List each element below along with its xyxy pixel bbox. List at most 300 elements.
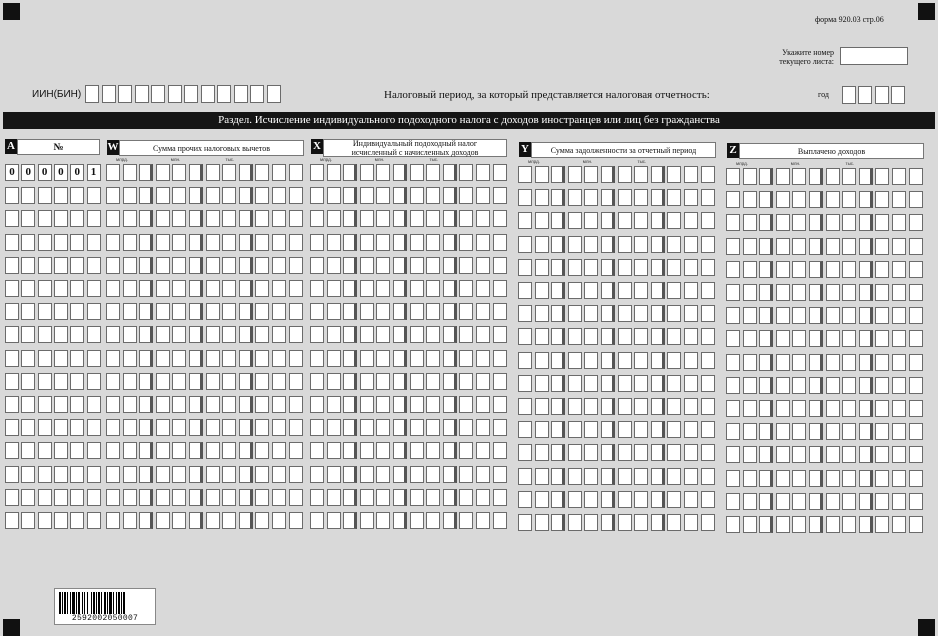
amount-cell-z[interactable] (759, 377, 773, 394)
amount-cell-w[interactable] (222, 303, 236, 320)
amount-cell-z[interactable] (842, 423, 856, 440)
amount-cell-y[interactable] (568, 491, 582, 508)
amount-cell-w[interactable] (222, 489, 236, 506)
amount-cell-y[interactable] (651, 328, 665, 345)
amount-cell-x[interactable] (476, 373, 490, 390)
amount-cell-w[interactable] (272, 280, 286, 297)
amount-cell-w[interactable] (289, 257, 303, 274)
amount-cell-z[interactable] (776, 470, 790, 487)
amount-cell-x[interactable] (476, 164, 490, 181)
row-number-cell[interactable] (5, 187, 19, 204)
amount-cell-w[interactable] (206, 326, 220, 343)
amount-cell-x[interactable] (476, 280, 490, 297)
amount-cell-w[interactable] (206, 419, 220, 436)
amount-cell-x[interactable] (410, 350, 424, 367)
amount-cell-y[interactable] (684, 514, 698, 531)
amount-cell-x[interactable] (426, 164, 440, 181)
amount-cell-w[interactable] (206, 257, 220, 274)
amount-cell-y[interactable] (618, 166, 632, 183)
row-number-cell[interactable] (21, 396, 35, 413)
row-number-cell[interactable] (5, 257, 19, 274)
amount-cell-y[interactable] (535, 236, 549, 253)
amount-cell-y[interactable] (634, 305, 648, 322)
amount-cell-z[interactable] (842, 284, 856, 301)
row-number-cell[interactable] (21, 280, 35, 297)
amount-cell-y[interactable] (667, 421, 681, 438)
amount-cell-w[interactable] (206, 234, 220, 251)
amount-cell-y[interactable] (584, 421, 598, 438)
amount-cell-w[interactable] (222, 187, 236, 204)
row-number-cell[interactable] (5, 210, 19, 227)
amount-cell-z[interactable] (776, 214, 790, 231)
amount-cell-x[interactable] (327, 234, 341, 251)
amount-cell-z[interactable] (792, 516, 806, 533)
amount-cell-w[interactable] (189, 303, 203, 320)
amount-cell-z[interactable] (759, 261, 773, 278)
amount-cell-w[interactable] (222, 234, 236, 251)
amount-cell-y[interactable] (584, 166, 598, 183)
amount-cell-z[interactable] (792, 284, 806, 301)
amount-cell-y[interactable] (634, 491, 648, 508)
amount-cell-w[interactable] (289, 350, 303, 367)
amount-cell-w[interactable] (139, 326, 153, 343)
iin-digit-cell[interactable] (201, 85, 215, 103)
amount-cell-y[interactable] (551, 421, 565, 438)
amount-cell-x[interactable] (410, 164, 424, 181)
amount-cell-y[interactable] (551, 328, 565, 345)
row-number-cell[interactable] (54, 187, 68, 204)
amount-cell-x[interactable] (459, 512, 473, 529)
amount-cell-z[interactable] (743, 261, 757, 278)
amount-cell-z[interactable] (776, 516, 790, 533)
amount-cell-w[interactable] (222, 210, 236, 227)
row-number-cell[interactable] (5, 280, 19, 297)
row-number-cell[interactable] (54, 164, 68, 181)
amount-cell-w[interactable] (189, 396, 203, 413)
amount-cell-z[interactable] (776, 261, 790, 278)
amount-cell-z[interactable] (875, 284, 889, 301)
amount-cell-z[interactable] (726, 446, 740, 463)
row-number-cell[interactable] (5, 234, 19, 251)
row-number-cell[interactable] (38, 326, 52, 343)
amount-cell-y[interactable] (601, 514, 615, 531)
amount-cell-w[interactable] (156, 210, 170, 227)
row-number-cell[interactable] (21, 466, 35, 483)
amount-cell-w[interactable] (123, 326, 137, 343)
row-number-cell[interactable] (87, 210, 101, 227)
amount-cell-x[interactable] (493, 373, 507, 390)
row-number-cell[interactable] (70, 187, 84, 204)
amount-cell-x[interactable] (310, 234, 324, 251)
amount-cell-y[interactable] (684, 491, 698, 508)
row-number-cell[interactable] (70, 419, 84, 436)
row-number-cell[interactable] (87, 187, 101, 204)
amount-cell-z[interactable] (743, 470, 757, 487)
amount-cell-y[interactable] (618, 305, 632, 322)
amount-cell-w[interactable] (189, 419, 203, 436)
amount-cell-z[interactable] (826, 261, 840, 278)
amount-cell-z[interactable] (909, 377, 923, 394)
amount-cell-w[interactable] (106, 257, 120, 274)
amount-cell-z[interactable] (743, 238, 757, 255)
amount-cell-x[interactable] (410, 489, 424, 506)
amount-cell-w[interactable] (289, 373, 303, 390)
amount-cell-x[interactable] (360, 303, 374, 320)
amount-cell-x[interactable] (426, 466, 440, 483)
amount-cell-y[interactable] (634, 212, 648, 229)
amount-cell-w[interactable] (255, 187, 269, 204)
amount-cell-x[interactable] (376, 164, 390, 181)
amount-cell-w[interactable] (239, 350, 253, 367)
amount-cell-y[interactable] (568, 282, 582, 299)
amount-cell-x[interactable] (376, 373, 390, 390)
amount-cell-x[interactable] (376, 350, 390, 367)
row-number-cell[interactable] (5, 396, 19, 413)
amount-cell-x[interactable] (327, 210, 341, 227)
amount-cell-x[interactable] (393, 187, 407, 204)
amount-cell-w[interactable] (156, 187, 170, 204)
amount-cell-x[interactable] (393, 350, 407, 367)
amount-cell-x[interactable] (376, 187, 390, 204)
amount-cell-w[interactable] (156, 512, 170, 529)
amount-cell-z[interactable] (759, 214, 773, 231)
amount-cell-w[interactable] (272, 187, 286, 204)
amount-cell-z[interactable] (909, 493, 923, 510)
amount-cell-x[interactable] (360, 489, 374, 506)
amount-cell-z[interactable] (726, 307, 740, 324)
amount-cell-y[interactable] (551, 468, 565, 485)
amount-cell-w[interactable] (222, 442, 236, 459)
amount-cell-x[interactable] (426, 303, 440, 320)
amount-cell-z[interactable] (842, 446, 856, 463)
amount-cell-w[interactable] (289, 210, 303, 227)
amount-cell-y[interactable] (601, 468, 615, 485)
amount-cell-y[interactable] (551, 282, 565, 299)
amount-cell-w[interactable] (239, 234, 253, 251)
amount-cell-x[interactable] (393, 396, 407, 413)
amount-cell-x[interactable] (343, 350, 357, 367)
amount-cell-z[interactable] (776, 377, 790, 394)
amount-cell-w[interactable] (189, 234, 203, 251)
amount-cell-z[interactable] (892, 400, 906, 417)
row-number-cell[interactable] (38, 442, 52, 459)
amount-cell-y[interactable] (667, 282, 681, 299)
amount-cell-z[interactable] (826, 330, 840, 347)
amount-cell-y[interactable] (601, 236, 615, 253)
amount-cell-z[interactable] (726, 493, 740, 510)
amount-cell-y[interactable] (535, 282, 549, 299)
amount-cell-x[interactable] (343, 210, 357, 227)
row-number-cell[interactable] (21, 512, 35, 529)
amount-cell-y[interactable] (701, 305, 715, 322)
amount-cell-x[interactable] (393, 303, 407, 320)
amount-cell-x[interactable] (426, 442, 440, 459)
amount-cell-z[interactable] (759, 284, 773, 301)
row-number-cell[interactable] (38, 419, 52, 436)
amount-cell-z[interactable] (809, 307, 823, 324)
amount-cell-z[interactable] (809, 330, 823, 347)
amount-cell-x[interactable] (360, 187, 374, 204)
amount-cell-x[interactable] (426, 234, 440, 251)
amount-cell-x[interactable] (343, 442, 357, 459)
amount-cell-x[interactable] (476, 512, 490, 529)
amount-cell-y[interactable] (551, 305, 565, 322)
amount-cell-x[interactable] (393, 489, 407, 506)
amount-cell-z[interactable] (875, 516, 889, 533)
row-number-cell[interactable] (87, 466, 101, 483)
row-number-cell[interactable] (70, 442, 84, 459)
amount-cell-x[interactable] (360, 350, 374, 367)
amount-cell-w[interactable] (289, 489, 303, 506)
amount-cell-z[interactable] (743, 400, 757, 417)
amount-cell-w[interactable] (206, 396, 220, 413)
amount-cell-w[interactable] (222, 280, 236, 297)
amount-cell-w[interactable] (255, 512, 269, 529)
amount-cell-w[interactable] (156, 373, 170, 390)
row-number-cell[interactable] (54, 326, 68, 343)
amount-cell-w[interactable] (139, 234, 153, 251)
amount-cell-x[interactable] (343, 396, 357, 413)
amount-cell-z[interactable] (859, 377, 873, 394)
row-number-cell[interactable] (38, 280, 52, 297)
amount-cell-w[interactable] (123, 350, 137, 367)
row-number-cell[interactable] (54, 396, 68, 413)
amount-cell-w[interactable] (156, 280, 170, 297)
amount-cell-y[interactable] (701, 352, 715, 369)
amount-cell-w[interactable] (139, 442, 153, 459)
amount-cell-w[interactable] (139, 466, 153, 483)
amount-cell-w[interactable] (272, 326, 286, 343)
amount-cell-x[interactable] (327, 489, 341, 506)
amount-cell-w[interactable] (289, 512, 303, 529)
amount-cell-x[interactable] (493, 326, 507, 343)
amount-cell-x[interactable] (426, 210, 440, 227)
amount-cell-x[interactable] (493, 396, 507, 413)
amount-cell-y[interactable] (601, 375, 615, 392)
amount-cell-x[interactable] (393, 280, 407, 297)
amount-cell-w[interactable] (156, 419, 170, 436)
row-number-cell[interactable] (54, 466, 68, 483)
amount-cell-x[interactable] (443, 373, 457, 390)
amount-cell-z[interactable] (875, 377, 889, 394)
amount-cell-w[interactable] (289, 326, 303, 343)
amount-cell-z[interactable] (826, 516, 840, 533)
amount-cell-y[interactable] (651, 398, 665, 415)
amount-cell-x[interactable] (443, 396, 457, 413)
row-number-cell[interactable] (54, 234, 68, 251)
amount-cell-y[interactable] (701, 189, 715, 206)
amount-cell-y[interactable] (518, 514, 532, 531)
amount-cell-y[interactable] (568, 189, 582, 206)
amount-cell-x[interactable] (376, 210, 390, 227)
amount-cell-z[interactable] (875, 238, 889, 255)
amount-cell-w[interactable] (206, 489, 220, 506)
amount-cell-w[interactable] (123, 164, 137, 181)
amount-cell-y[interactable] (667, 305, 681, 322)
row-number-cell[interactable] (38, 303, 52, 320)
amount-cell-z[interactable] (809, 446, 823, 463)
amount-cell-w[interactable] (139, 373, 153, 390)
row-number-cell[interactable] (70, 280, 84, 297)
amount-cell-x[interactable] (360, 280, 374, 297)
amount-cell-y[interactable] (634, 328, 648, 345)
amount-cell-x[interactable] (327, 257, 341, 274)
amount-cell-w[interactable] (106, 234, 120, 251)
amount-cell-z[interactable] (743, 214, 757, 231)
amount-cell-z[interactable] (909, 330, 923, 347)
amount-cell-w[interactable] (172, 164, 186, 181)
amount-cell-w[interactable] (206, 442, 220, 459)
amount-cell-y[interactable] (667, 352, 681, 369)
amount-cell-z[interactable] (726, 168, 740, 185)
amount-cell-w[interactable] (255, 396, 269, 413)
row-number-cell[interactable] (38, 373, 52, 390)
amount-cell-w[interactable] (172, 419, 186, 436)
amount-cell-z[interactable] (809, 354, 823, 371)
amount-cell-w[interactable] (139, 489, 153, 506)
amount-cell-w[interactable] (139, 210, 153, 227)
amount-cell-z[interactable] (792, 261, 806, 278)
amount-cell-y[interactable] (634, 468, 648, 485)
row-number-cell[interactable] (38, 187, 52, 204)
row-number-cell[interactable] (54, 373, 68, 390)
amount-cell-z[interactable] (842, 191, 856, 208)
amount-cell-y[interactable] (684, 259, 698, 276)
amount-cell-y[interactable] (651, 259, 665, 276)
amount-cell-y[interactable] (518, 305, 532, 322)
amount-cell-y[interactable] (568, 352, 582, 369)
amount-cell-z[interactable] (892, 377, 906, 394)
amount-cell-x[interactable] (493, 512, 507, 529)
row-number-cell[interactable] (87, 164, 101, 181)
amount-cell-z[interactable] (743, 493, 757, 510)
amount-cell-x[interactable] (327, 419, 341, 436)
amount-cell-x[interactable] (327, 326, 341, 343)
amount-cell-y[interactable] (618, 352, 632, 369)
amount-cell-z[interactable] (859, 284, 873, 301)
amount-cell-w[interactable] (222, 257, 236, 274)
amount-cell-z[interactable] (909, 168, 923, 185)
amount-cell-z[interactable] (776, 238, 790, 255)
amount-cell-w[interactable] (239, 373, 253, 390)
row-number-cell[interactable] (54, 489, 68, 506)
amount-cell-w[interactable] (239, 489, 253, 506)
row-number-cell[interactable] (38, 210, 52, 227)
amount-cell-z[interactable] (792, 168, 806, 185)
amount-cell-y[interactable] (634, 421, 648, 438)
amount-cell-x[interactable] (459, 234, 473, 251)
row-number-cell[interactable] (87, 257, 101, 274)
amount-cell-w[interactable] (106, 489, 120, 506)
iin-digit-cell[interactable] (267, 85, 281, 103)
amount-cell-z[interactable] (875, 330, 889, 347)
amount-cell-z[interactable] (842, 400, 856, 417)
amount-cell-x[interactable] (443, 257, 457, 274)
amount-cell-z[interactable] (743, 446, 757, 463)
row-number-cell[interactable] (21, 303, 35, 320)
amount-cell-y[interactable] (651, 305, 665, 322)
amount-cell-y[interactable] (651, 166, 665, 183)
amount-cell-w[interactable] (189, 489, 203, 506)
amount-cell-y[interactable] (518, 189, 532, 206)
amount-cell-w[interactable] (189, 210, 203, 227)
amount-cell-x[interactable] (426, 373, 440, 390)
amount-cell-w[interactable] (156, 303, 170, 320)
amount-cell-z[interactable] (842, 307, 856, 324)
amount-cell-z[interactable] (726, 423, 740, 440)
amount-cell-z[interactable] (776, 191, 790, 208)
amount-cell-z[interactable] (743, 307, 757, 324)
amount-cell-x[interactable] (327, 466, 341, 483)
amount-cell-w[interactable] (172, 442, 186, 459)
amount-cell-x[interactable] (443, 419, 457, 436)
amount-cell-z[interactable] (842, 214, 856, 231)
amount-cell-y[interactable] (568, 398, 582, 415)
amount-cell-y[interactable] (701, 421, 715, 438)
row-number-cell[interactable] (70, 373, 84, 390)
amount-cell-y[interactable] (535, 212, 549, 229)
amount-cell-y[interactable] (601, 444, 615, 461)
amount-cell-y[interactable] (701, 282, 715, 299)
row-number-cell[interactable] (5, 326, 19, 343)
amount-cell-x[interactable] (493, 489, 507, 506)
amount-cell-y[interactable] (618, 421, 632, 438)
amount-cell-x[interactable] (443, 164, 457, 181)
amount-cell-x[interactable] (476, 350, 490, 367)
amount-cell-x[interactable] (443, 303, 457, 320)
iin-digit-cell[interactable] (135, 85, 149, 103)
amount-cell-y[interactable] (568, 375, 582, 392)
amount-cell-w[interactable] (156, 396, 170, 413)
amount-cell-x[interactable] (360, 466, 374, 483)
amount-cell-x[interactable] (343, 303, 357, 320)
amount-cell-y[interactable] (684, 189, 698, 206)
amount-cell-w[interactable] (172, 350, 186, 367)
amount-cell-y[interactable] (535, 375, 549, 392)
amount-cell-x[interactable] (410, 234, 424, 251)
amount-cell-w[interactable] (239, 280, 253, 297)
amount-cell-z[interactable] (809, 516, 823, 533)
amount-cell-x[interactable] (443, 350, 457, 367)
amount-cell-w[interactable] (139, 164, 153, 181)
amount-cell-z[interactable] (909, 516, 923, 533)
row-number-cell[interactable] (87, 396, 101, 413)
amount-cell-z[interactable] (859, 307, 873, 324)
row-number-cell[interactable] (54, 303, 68, 320)
row-number-cell[interactable] (5, 442, 19, 459)
amount-cell-z[interactable] (759, 516, 773, 533)
amount-cell-y[interactable] (568, 166, 582, 183)
amount-cell-y[interactable] (584, 305, 598, 322)
amount-cell-y[interactable] (634, 514, 648, 531)
year-digit-cell[interactable] (875, 86, 889, 104)
amount-cell-y[interactable] (667, 514, 681, 531)
row-number-cell[interactable] (5, 350, 19, 367)
amount-cell-w[interactable] (156, 350, 170, 367)
amount-cell-w[interactable] (222, 326, 236, 343)
amount-cell-w[interactable] (156, 326, 170, 343)
row-number-cell[interactable] (5, 419, 19, 436)
amount-cell-w[interactable] (123, 419, 137, 436)
amount-cell-y[interactable] (584, 444, 598, 461)
amount-cell-w[interactable] (255, 489, 269, 506)
amount-cell-z[interactable] (909, 470, 923, 487)
amount-cell-y[interactable] (634, 189, 648, 206)
amount-cell-y[interactable] (701, 398, 715, 415)
amount-cell-x[interactable] (310, 512, 324, 529)
amount-cell-y[interactable] (518, 166, 532, 183)
amount-cell-z[interactable] (809, 191, 823, 208)
